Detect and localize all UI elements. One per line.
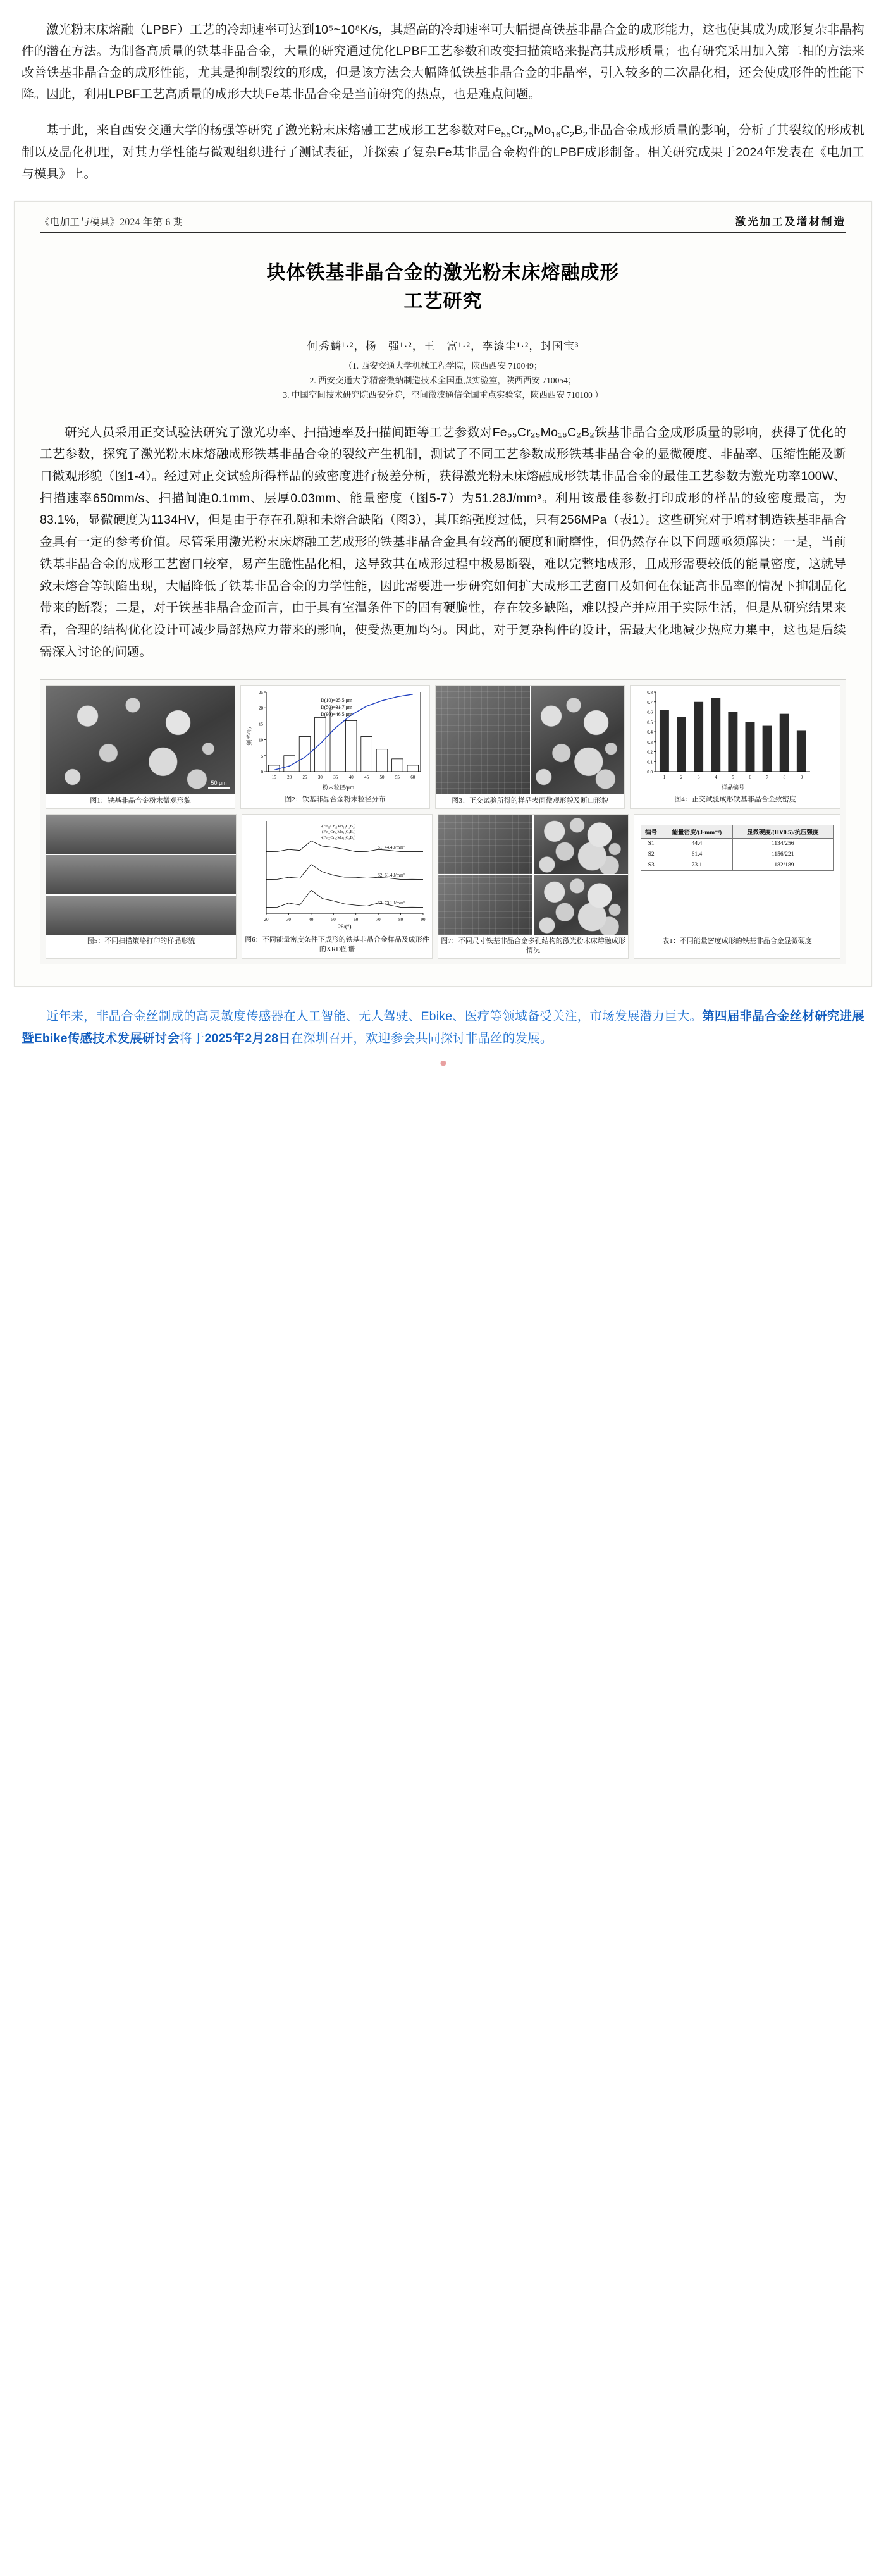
formula-sub-55: 55 [501,129,511,139]
figure-5-panel-c [46,896,236,935]
svg-text:0.5: 0.5 [647,720,653,725]
table-header-1: 能量密度/(J·mm⁻³) [661,825,732,839]
svg-text:70: 70 [376,917,381,923]
figure-4-chart [631,686,840,793]
table-1-body [634,815,840,935]
svg-text:50: 50 [379,775,385,780]
svg-text:0.7: 0.7 [647,700,653,706]
intro-p2-part-d: C [560,123,570,137]
article-authors: 何秀麟¹·²，杨 强¹·²，王 富¹·²，李漆尘¹·²，封国宝³ [307,340,579,352]
document-page [0,0,886,1097]
figure-5-caption: 图5：不同扫描策略打印的样品形貌 [46,935,236,949]
promo-paragraph [22,1006,864,1049]
article-body-paragraph: 研究人员采用正交试验法研究了激光功率、扫描速率及扫描间距等工艺参数对Fe₅₅Cr₂₅Mo₁₆C₂B₂铁基非晶合金成形质量的影响，获得了优化的工艺参数，探究了激光粉末床熔融成形铁基非晶合金的裂纹产生机制，测试了不同工艺参数成形铁基非晶合金的显微硬度、非晶率、压缩性能及断口微观形貌（图1-4）。经过对正交试验所得样品的致密度进行极差分析，获得激光粉末床熔融成形铁基非晶合金的最佳工艺参数为激光功率100W、扫描速率650mm/s、扫描间距0.1mm、层厚0.03mm、能量密度（图5-7）为51.28J/mm³。利用该最佳参数打印成形的样品的致密度最高，为83.1%，显微硬度为1134HV，但是由于存在孔隙和未熔合缺陷（图3），其压缩强度过低，只有256MPa（表1）。这些研究对于增材制造铁基非晶合金具有一定的参考价值。尽管采用激光粉末床熔融工艺成形的铁基非晶合金具有较高的硬度和耐磨性，但仍然存在以下问题亟须解决：一是，当前铁基非晶合金的成形工艺窗口较窄，易产生脆性晶化相，这导致其在成形过程中极易断裂，难以完整地成形，且成形需要较低的能量密度，这就导致未熔合等缺陷出现，大幅降低了铁基非晶合金的力学性能，因此需要进一步研究如何扩大成形工艺窗口及如何在保证高非晶率的情况下抑制晶化带来的断裂；二是，对于铁基非晶合金而言，由于具有室温条件下的固有硬脆性，存在较多缺陷，难以投产并应用于实际生活，但是从研究结果来看，合理的结构优化设计可减少局部热应力带来的影响，使受热更加均匀。因此，对于复杂构件的设计，需最大化地减少热应力集中，这也是后续需深入讨论的问题。 [40,425,846,659]
svg-text:7: 7 [766,775,769,780]
figure-2-caption: 图2：铁基非晶合金粉末粒径分布 [241,793,429,807]
table-row [641,860,834,871]
figure-1 [46,685,235,809]
table-cell-0: S3 [641,860,661,871]
svg-text:6: 6 [749,775,752,780]
svg-text:60: 60 [410,775,415,780]
figure-7-panel-b [534,815,628,874]
svg-text:90: 90 [421,917,426,923]
figure-2-d90: D(90)=46.5 μm [321,712,353,718]
svg-text:20: 20 [259,706,264,712]
figure-4-caption: 图4：正交试验成形铁基非晶合金致密度 [631,793,840,807]
svg-text:15: 15 [271,775,276,780]
affiliation-2: 2. 西安交通大学精密微纳制造技术全国重点实验室，陕西西安 710054； [309,375,577,385]
svg-text:15: 15 [259,722,264,727]
table-header-0: 编号 [641,825,661,839]
affiliation-1: （1. 西安交通大学机械工程学院，陕西西安 710049； [343,361,543,371]
table-cell-2: 1134/256 [732,839,834,849]
journal-issue: 《电加工与模具》2024 年第 6 期 [40,216,183,228]
svg-text:0.6: 0.6 [647,710,653,715]
figure-4 [630,685,840,809]
svg-text:1: 1 [663,775,666,780]
table-row [641,849,834,860]
svg-text:-(Fe₅₅Cr₂₅Mo₁₆C₂B₂): -(Fe₅₅Cr₂₅Mo₁₆C₂B₂) [321,830,356,835]
svg-text:0: 0 [261,770,264,775]
figure-7-panel-c [438,875,532,935]
svg-text:45: 45 [364,775,369,780]
svg-text:30: 30 [286,917,291,923]
figure-2-d50: D(50)=31.7 μm [321,705,353,711]
formula-sub-2b: 2 [582,129,588,139]
svg-text:30: 30 [317,775,323,780]
figure-1-image [46,686,235,794]
svg-text:8: 8 [783,775,786,780]
table-header-row [641,825,834,839]
svg-text:0.3: 0.3 [647,740,653,746]
figure-6-chart [242,815,432,934]
article-title-line1: 块体铁基非晶合金的激光粉末床熔融成形 [266,262,620,283]
intro-p2-part-e: B [574,123,583,137]
svg-text:0.2: 0.2 [647,749,653,755]
svg-text:0.8: 0.8 [647,690,653,696]
figure-2-chart [241,686,429,793]
figure-3-image [436,686,624,794]
intro-section [0,0,886,185]
svg-text:9: 9 [800,775,803,780]
svg-text:-(Fe₅₅Cr₂₅Mo₁₆C₂B₂): -(Fe₅₅Cr₂₅Mo₁₆C₂B₂) [321,835,356,841]
scalebar-line-icon [208,787,230,789]
figure-3-panel-b [530,686,625,794]
article-title-line2: 工艺研究 [403,290,483,312]
figure-2 [240,685,430,809]
figure-2-d10: D(10)=25.5 μm [321,698,353,704]
intro-paragraph-1: 激光粉末床熔融（LPBF）工艺的冷却速率可达到10⁵~10⁸K/s，其超高的冷却速率可大幅提高铁基非晶合金的成形能力，这也使其成为成形复杂非晶构件的潜在方法。为制备高质量的铁基非晶合金，大量的研究通过优化LPBF工艺参数和改变扫描策略来提高其成形质量；也有研究采用加入第二相的方法来改善铁基非晶合金的成形性能，尤其是抑制裂纹的形成，但是该方法会大幅降低铁基非晶合金的非晶率，引入较多的二次晶化相，还会使成形件的性能下降。因此，利用LPBF工艺高质量的成形大块Fe基非晶合金是当前研究的热点，也是难点问题。 [22,23,864,102]
svg-text:20: 20 [287,775,292,780]
affiliation-3: 3. 中国空间技术研究院西安分院，空间微波通信全国重点实验室，陕西西安 710100 ） [283,390,603,400]
svg-text:3: 3 [698,775,700,780]
figure-7-caption: 图7：不同尺寸铁基非晶合金多孔结构的激光粉末床熔融成形情况 [438,935,628,958]
formula-sub-25: 25 [524,129,534,139]
figure-1-scale-label: 50 μm [211,780,227,787]
figure-6-caption: 图6：不同能量密度条件下成形的铁基非晶合金样品及成形件的XRD图谱 [242,934,432,957]
svg-text:55: 55 [395,775,400,780]
table-cell-2: 1182/189 [732,860,834,871]
figure-3-panel-a [436,686,530,794]
table-cell-1: 61.4 [661,849,732,860]
figure-2-ylabel: 频率/％ [246,727,253,746]
figure-6 [242,814,433,959]
svg-text:40: 40 [348,775,354,780]
table-1 [634,814,840,959]
table-row [641,839,834,849]
figure-composite [40,679,846,964]
intro-p2-part-c: Mo [533,123,551,137]
table-cell-1: 73.1 [661,860,732,871]
svg-text:20: 20 [264,917,269,923]
figure-7-panel-d [534,875,628,935]
svg-text:0.4: 0.4 [647,730,653,736]
article-title [40,259,846,316]
figure-5 [46,814,237,959]
figure-6-svg [245,817,429,934]
figure-7 [438,814,629,959]
figure-2-xlabel: 粉末粒径/μm [322,784,355,791]
figure-1-scalebar [208,780,230,789]
svg-text:S3: 73.1 J/mm³: S3: 73.1 J/mm³ [378,901,405,906]
table-1-grid [641,825,834,871]
figure-5-panel-b [46,855,236,894]
intro-p2-part-b: Cr [510,123,524,137]
intro-paragraph-2 [22,120,864,185]
svg-text:S1: 44.4 J/mm³: S1: 44.4 J/mm³ [378,845,405,851]
figure-3-caption: 图3：正交试验所得的样品表面微观形貌及断口形貌 [436,794,624,808]
table-header-2: 显微硬度/(HV0.5)/抗压强度 [732,825,834,839]
svg-text:25: 25 [259,690,264,696]
article-affiliations [40,359,846,403]
svg-text:40: 40 [309,917,314,923]
svg-text:2: 2 [680,775,683,780]
svg-text:80: 80 [398,917,403,923]
promo-text-a: 近年来，非晶合金丝制成的高灵敏度传感器在人工智能、无人驾驶、Ebike、医疗等领域备受关注，市场发展潜力巨大。 [46,1009,703,1023]
decorative-dot-icon [429,1061,458,1066]
svg-text:60: 60 [354,917,359,923]
svg-text:0.0: 0.0 [647,770,653,775]
figure-2-svg [243,688,428,793]
svg-text:10: 10 [259,737,264,743]
table-cell-1: 44.4 [661,839,732,849]
figure-row-2 [46,814,840,959]
svg-text:S2: 61.4 J/mm³: S2: 61.4 J/mm³ [378,873,405,878]
intro-p2-part-f: 非晶合金成形质量的影响，分析了其裂纹的形成机制以及晶化机理，对其力学性能与微观组织进行了测试表征，并探索了复杂Fe基非晶合金构件的LPBF成形制备。相关研究成果于2024年发表在《电加工与模具》上。 [22,123,864,181]
promo-section [0,987,886,1072]
figure-5-image [46,815,236,935]
intro-p2-part-a: 基于此，来自西安交通大学的杨强等研究了激光粉末床熔融工艺成形工艺参数对Fe [46,123,501,137]
table-cell-0: S1 [641,839,661,849]
svg-text:4: 4 [715,775,717,780]
formula-sub-16: 16 [551,129,561,139]
journal-header [40,213,846,233]
figure-5-panel-a [46,815,236,854]
figure-1-caption: 图1：铁基非晶合金粉末微观形貌 [46,794,235,808]
promo-event-name[interactable]: 第四届非晶合金丝材研究进展暨Ebike传感技术发展研讨会 [22,1009,864,1045]
figure-3 [435,685,625,809]
table-cell-0: S2 [641,849,661,860]
figure-4-xlabel: 样品编号 [722,784,745,791]
formula-sub-2a: 2 [569,129,575,139]
svg-text:5: 5 [261,754,264,760]
svg-text:25: 25 [302,775,307,780]
article-body [40,422,846,663]
svg-text:5: 5 [732,775,734,780]
figure-row-1 [46,685,840,809]
table-cell-2: 1156/221 [732,849,834,860]
svg-text:35: 35 [333,775,338,780]
svg-text:-(Fe₅₅Cr₂₅Mo₁₆C₂B₂): -(Fe₅₅Cr₂₅Mo₁₆C₂B₂) [321,824,356,829]
journal-column: 激光加工及增材制造 [735,215,846,228]
figure-7-image [438,815,628,935]
svg-text:0.1: 0.1 [647,760,653,765]
figure-4-svg [633,688,818,793]
promo-text-e: 在深圳召开，欢迎参会共同探讨非晶丝的发展。 [290,1031,553,1045]
table-1-caption: 表1：不同能量密度成形的铁基非晶合金显微硬度 [634,935,840,949]
svg-text:50: 50 [331,917,336,923]
promo-event-date: 2025年2月28日 [204,1031,291,1045]
figure-6-xlabel: 2θ/(°) [338,923,352,930]
article-card [14,201,872,987]
figure-7-panel-a [438,815,532,874]
promo-text-c: 将于 [180,1031,205,1045]
